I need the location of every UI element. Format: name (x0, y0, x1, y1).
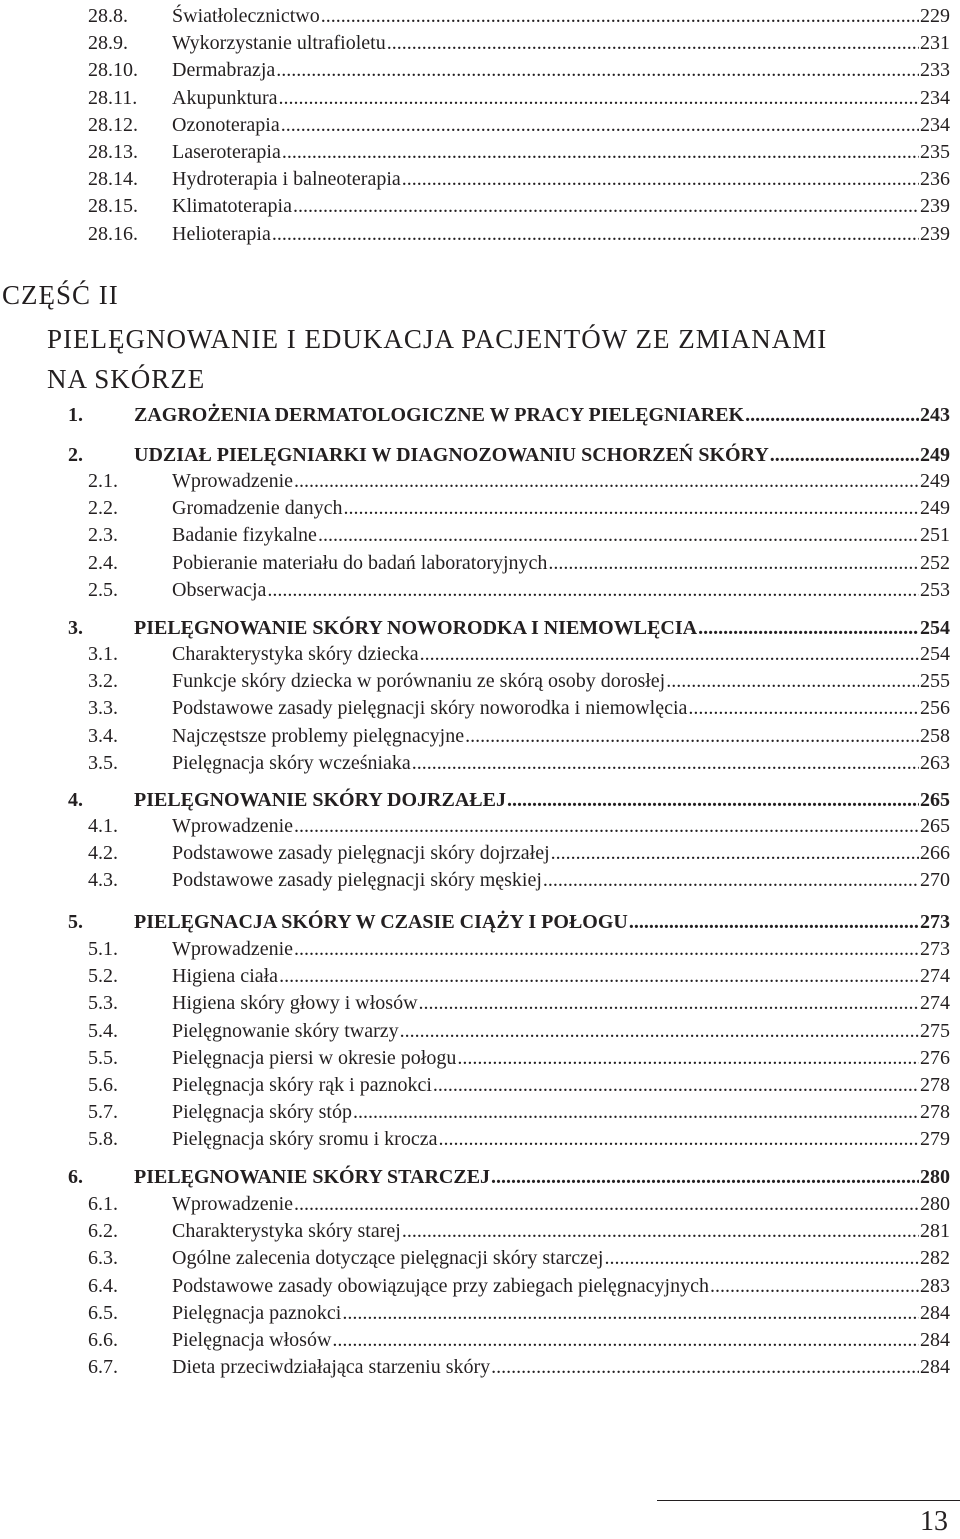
toc-page-number: 233 (920, 59, 950, 82)
toc-page-number: 284 (920, 1356, 950, 1379)
toc-title: Hydroterapia i balneoterapia (172, 168, 401, 191)
dot-leader (745, 400, 919, 430)
toc-number: 3.5. (88, 751, 118, 774)
dot-leader (465, 721, 919, 751)
toc-entry (0, 493, 960, 523)
toc-title: Podstawowe zasady obowiązujące przy zabiegach pielęgnacyjnych (172, 1274, 709, 1297)
toc-page-number: 280 (920, 1166, 950, 1188)
toc-title: Dermabrazja (172, 59, 276, 82)
toc-page-number: 270 (920, 869, 950, 892)
toc-page-number: 231 (920, 32, 950, 55)
toc-entry (0, 164, 960, 194)
toc-title: Światłolecznictwo (172, 5, 320, 27)
toc-page-number: 256 (920, 697, 950, 720)
dot-leader (267, 575, 919, 605)
toc-entry (0, 1243, 960, 1273)
toc-entry (0, 575, 960, 605)
toc-entry (0, 28, 960, 58)
toc-number: 28.15. (88, 195, 138, 218)
dot-leader (491, 1352, 919, 1382)
dot-leader (318, 520, 919, 550)
toc-entry (0, 466, 960, 496)
toc-title: PIELĘGNOWANIE SKÓRY DOJRZAŁEJ (134, 789, 506, 811)
toc-title: Pielęgnacja skóry sromu i krocza (172, 1128, 438, 1151)
toc-title: Klimatoterapia (172, 195, 292, 218)
toc-page-number: 278 (920, 1101, 950, 1124)
toc-number: 6.3. (88, 1247, 118, 1270)
toc-title: Pielęgnacja skóry wcześniaka (172, 751, 411, 774)
toc-title: Helioterapia (172, 222, 271, 245)
dot-leader (293, 191, 919, 221)
toc-number: 5.5. (88, 1046, 118, 1069)
toc-page-number: 255 (920, 670, 950, 693)
dot-leader (666, 666, 919, 696)
toc-title: Pielęgnowanie skóry twarzy (172, 1019, 399, 1042)
toc-page-number: 274 (920, 965, 950, 988)
toc-page-number: 282 (920, 1247, 950, 1270)
toc-entry (0, 1, 960, 31)
toc-page-number: 274 (920, 992, 950, 1015)
toc-number: 5. (68, 911, 83, 933)
toc-entry (0, 1352, 960, 1382)
toc-number: 6.1. (88, 1193, 118, 1215)
toc-entry (0, 1070, 960, 1100)
toc-title: Akupunktura (172, 86, 278, 109)
footer-rule (657, 1500, 960, 1501)
dot-leader (604, 1243, 919, 1273)
toc-title: Charakterystyka skóry dziecka (172, 643, 419, 665)
dot-leader (353, 1097, 919, 1127)
part-title-line1: PIELĘGNOWANIE I EDUKACJA PACJENTÓW ZE ZMIANAMI (47, 324, 828, 354)
toc-page-number: 249 (920, 497, 950, 520)
toc-page-number: 263 (920, 751, 950, 774)
toc-entry (0, 83, 960, 113)
toc-number: 5.2. (88, 965, 118, 988)
toc-page-number: 229 (920, 5, 950, 27)
dot-leader (272, 219, 919, 249)
toc-title: Obserwacja (172, 578, 267, 601)
toc-entry (0, 721, 960, 751)
dot-leader (281, 110, 919, 140)
toc-entry (0, 693, 960, 723)
toc-title: Wprowadzenie (172, 815, 294, 837)
toc-page-number: 265 (920, 789, 950, 811)
toc-number: 6.7. (88, 1356, 118, 1379)
toc-entry (0, 191, 960, 221)
toc-page-number: 266 (920, 842, 950, 865)
toc-entry (0, 1043, 960, 1073)
toc-page-number: 249 (920, 444, 950, 466)
toc-chapter (0, 1162, 960, 1192)
toc-page-number: 243 (920, 404, 950, 426)
toc-page-number: 239 (920, 222, 950, 245)
toc-page-number: 253 (920, 578, 950, 601)
toc-page-number: 251 (920, 524, 950, 547)
toc-entry (0, 1124, 960, 1154)
toc-page-number: 265 (920, 815, 950, 837)
dot-leader (412, 748, 919, 778)
toc-title: Podstawowe zasady pielęgnacji skóry męskiej (172, 869, 542, 892)
toc-title: PIELĘGNACJA SKÓRY W CZASIE CIĄŻY I POŁOGU (134, 911, 628, 933)
toc-entry (0, 1298, 960, 1328)
toc-entry (0, 137, 960, 167)
toc-number: 5.8. (88, 1128, 118, 1151)
toc-number: 2.2. (88, 497, 118, 520)
dot-leader (342, 1298, 919, 1328)
toc-title: Gromadzenie danych (172, 497, 343, 520)
toc-entry (0, 1016, 960, 1046)
dot-leader (419, 988, 919, 1018)
toc-entry (0, 865, 960, 895)
toc-title: Pielęgnacja paznokci (172, 1301, 342, 1324)
toc-page-number: 273 (920, 938, 950, 960)
toc-entry (0, 1216, 960, 1246)
toc-page-number: 275 (920, 1019, 950, 1042)
dot-leader (279, 83, 919, 113)
toc-number: 28.8. (88, 5, 128, 27)
toc-entry (0, 219, 960, 249)
toc-entry (0, 520, 960, 550)
toc-title: PIELĘGNOWANIE SKÓRY NOWORODKA I NIEMOWLĘCIA (134, 617, 698, 639)
dot-leader (294, 934, 919, 964)
toc-number: 3.3. (88, 697, 118, 720)
dot-leader (343, 493, 919, 523)
dot-leader (629, 907, 919, 937)
toc-title: Funkcje skóry dziecka w porównaniu ze skórą osoby dorosłej (172, 670, 666, 693)
toc-number: 4.2. (88, 842, 118, 865)
dot-leader (548, 548, 919, 578)
toc-entry (0, 55, 960, 85)
dot-leader (279, 961, 919, 991)
toc-title: Dieta przeciwdziałająca starzeniu skóry (172, 1356, 491, 1379)
toc-number: 28.16. (88, 222, 138, 245)
toc-entry (0, 838, 960, 868)
toc-number: 28.13. (88, 141, 138, 163)
toc-number: 5.1. (88, 938, 118, 960)
toc-page-number: 234 (920, 86, 950, 109)
toc-entry (0, 1189, 960, 1219)
toc-number: 4.3. (88, 869, 118, 892)
toc-number: 2.3. (88, 524, 118, 547)
dot-leader (321, 1, 919, 31)
toc-number: 5.3. (88, 992, 118, 1015)
toc-page-number: 254 (920, 643, 950, 665)
toc-page-number: 249 (920, 470, 950, 492)
dot-leader (438, 1124, 919, 1154)
toc-title: ZAGROŻENIA DERMATOLOGICZNE W PRACY PIELĘGNIAREK (134, 404, 745, 426)
page-number: 13 (920, 1506, 948, 1537)
dot-leader (688, 693, 919, 723)
dot-leader (294, 466, 919, 496)
toc-number: 5.4. (88, 1019, 118, 1042)
toc-page-number: 258 (920, 724, 950, 747)
toc-number: 28.9. (88, 32, 128, 55)
toc-title: Najczęstsze problemy pielęgnacyjne (172, 724, 465, 747)
part-label: CZĘŚĆ II (2, 280, 119, 310)
toc-number: 28.12. (88, 113, 138, 136)
toc-number: 4.1. (88, 815, 118, 837)
toc-title: Pobieranie materiału do badań laboratoryjnych (172, 551, 548, 574)
dot-leader (400, 1016, 919, 1046)
dot-leader (420, 639, 919, 669)
dot-leader (543, 865, 919, 895)
toc-page-number: 280 (920, 1193, 950, 1215)
toc-entry (0, 1097, 960, 1127)
toc-entry (0, 110, 960, 140)
toc-page-number: 284 (920, 1301, 950, 1324)
toc-title: Laseroterapia (172, 141, 281, 163)
toc-page-number: 254 (920, 617, 950, 639)
toc-page-number: 278 (920, 1074, 950, 1096)
toc-entry (0, 639, 960, 669)
toc-entry (0, 548, 960, 578)
toc-entry (0, 988, 960, 1018)
toc-number: 5.7. (88, 1101, 118, 1124)
toc-number: 28.10. (88, 59, 138, 82)
dot-leader (402, 1216, 919, 1246)
toc-number: 6.5. (88, 1301, 118, 1324)
dot-leader (710, 1271, 919, 1301)
toc-title: Badanie fizykalne (172, 524, 317, 547)
toc-entry (0, 748, 960, 778)
toc-entry (0, 934, 960, 964)
dot-leader (457, 1043, 919, 1073)
toc-number: 2.5. (88, 578, 118, 601)
toc-number: 3.1. (88, 643, 118, 665)
toc-title: Podstawowe zasady pielęgnacji skóry noworodka i niemowlęcia (172, 697, 688, 720)
toc-number: 4. (68, 789, 83, 811)
toc-entry (0, 811, 960, 841)
toc-number: 5.6. (88, 1074, 118, 1096)
toc-title: Wprowadzenie (172, 470, 294, 492)
toc-title: Ogólne zalecenia dotyczące pielęgnacji skóry starczej (172, 1247, 604, 1270)
toc-page-number: 284 (920, 1329, 950, 1351)
part-title-line2: NA SKÓRZE (47, 364, 206, 394)
dot-leader (332, 1325, 919, 1355)
toc-page-number: 252 (920, 551, 950, 574)
dot-leader (387, 28, 919, 58)
dot-leader (294, 811, 919, 841)
toc-number: 3.4. (88, 724, 118, 747)
toc-number: 1. (68, 404, 83, 426)
toc-title: Higiena ciała (172, 965, 279, 988)
toc-number: 6. (68, 1166, 83, 1188)
toc-number: 6.6. (88, 1329, 118, 1351)
toc-page-number: 283 (920, 1274, 950, 1297)
toc-title: Pielęgnacja skóry stóp (172, 1101, 352, 1124)
toc-number: 6.4. (88, 1274, 118, 1297)
dot-leader (491, 1162, 919, 1192)
toc-number: 2.1. (88, 470, 118, 492)
toc-title: Charakterystyka skóry starej (172, 1220, 401, 1243)
toc-page-number: 235 (920, 141, 950, 163)
toc-page-number: 279 (920, 1128, 950, 1151)
toc-entry (0, 666, 960, 696)
toc-title: Pielęgnacja piersi w okresie połogu (172, 1046, 457, 1069)
toc-entry (0, 1271, 960, 1301)
toc-title: PIELĘGNOWANIE SKÓRY STARCZEJ (134, 1166, 491, 1188)
toc-title: Wprowadzenie (172, 938, 294, 960)
toc-page-number: 281 (920, 1220, 950, 1243)
toc-entry (0, 961, 960, 991)
dot-leader (551, 838, 919, 868)
dot-leader (402, 164, 919, 194)
toc-title: Pielęgnacja skóry rąk i paznokci (172, 1074, 432, 1096)
toc-page-number: 236 (920, 168, 950, 191)
toc-title: Podstawowe zasady pielęgnacji skóry dojrzałej (172, 842, 550, 865)
toc-page-number: 234 (920, 113, 950, 136)
toc-title: Ozonoterapia (172, 113, 280, 136)
toc-title: Higiena skóry głowy i włosów (172, 992, 418, 1015)
toc-chapter (0, 400, 960, 430)
toc-page-number: 239 (920, 195, 950, 218)
toc-title: Wprowadzenie (172, 1193, 294, 1215)
toc-number: 3. (68, 617, 83, 639)
toc-number: 28.11. (88, 86, 138, 109)
toc-title: Pielęgnacja włosów (172, 1329, 332, 1351)
toc-chapter (0, 907, 960, 937)
toc-number: 28.14. (88, 168, 138, 191)
toc-title: Wykorzystanie ultrafioletu (172, 32, 386, 55)
dot-leader (276, 55, 919, 85)
toc-title: UDZIAŁ PIELĘGNIARKI W DIAGNOZOWANIU SCHORZEŃ SKÓRY (134, 444, 769, 466)
toc-entry (0, 1325, 960, 1355)
dot-leader (433, 1070, 919, 1100)
toc-number: 2. (68, 444, 83, 466)
dot-leader (282, 137, 919, 167)
dot-leader (294, 1189, 919, 1219)
toc-number: 6.2. (88, 1220, 118, 1243)
toc-page-number: 276 (920, 1046, 950, 1069)
toc-number: 3.2. (88, 670, 118, 693)
toc-page-number: 273 (920, 911, 950, 933)
toc-number: 2.4. (88, 551, 118, 574)
